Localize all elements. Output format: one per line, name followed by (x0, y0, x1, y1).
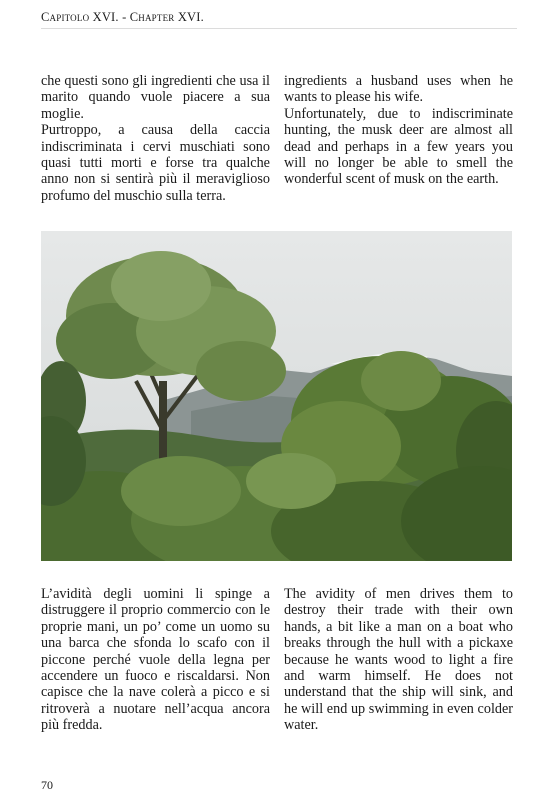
italian-text-top (41, 73, 270, 204)
italian-paragraph-1: che questi sono gli ingredienti che usa il marito quando vuole piacere a sua moglie. (41, 73, 270, 122)
header-divider (41, 28, 517, 29)
english-paragraph-3: The avidity of men drives them to destroy their trade with their own hands, a bit like a man on a boat who breaks through the hull with a pickaxe because he wants wood to light a fire and warm himself. He does not understand that the ship will sink, and he will end up swimming in even colder water. (284, 586, 513, 734)
english-paragraph-1: ingredients a husband uses when he wants to please his wife. (284, 73, 513, 106)
italian-paragraph-3: L’avidità degli uomini li spinge a distruggere il proprio commercio con le proprie mani, un po’ come un uomo su una barca che sfonda lo scafo con il piccone perché vuole della legna per accendere un fuoco e riscaldarsi. Non capisce che la nave colerà a picco e si ritroverà a nuotare nell’acqua ancora più fredda. (41, 586, 270, 734)
english-text-top (284, 73, 513, 188)
chapter-header: Capitolo XVI. - Chapter XVI. (41, 10, 204, 24)
italian-text-bottom (41, 586, 270, 734)
english-text-bottom (284, 586, 513, 734)
italian-paragraph-2: Purtroppo, a causa della caccia indiscriminata i cervi muschiati sono quasi tutti morti e forse tra qualche anno non si sentirà più il meraviglioso profumo del muschio sulla terra. (41, 122, 270, 204)
landscape-photo (41, 231, 512, 561)
english-paragraph-2: Unfortunately, due to indiscriminate hunting, the musk deer are almost all dead and perhaps in a few years you will no longer be able to smell the wonderful scent of musk on the earth. (284, 105, 513, 188)
page-number: 70 (41, 778, 53, 792)
